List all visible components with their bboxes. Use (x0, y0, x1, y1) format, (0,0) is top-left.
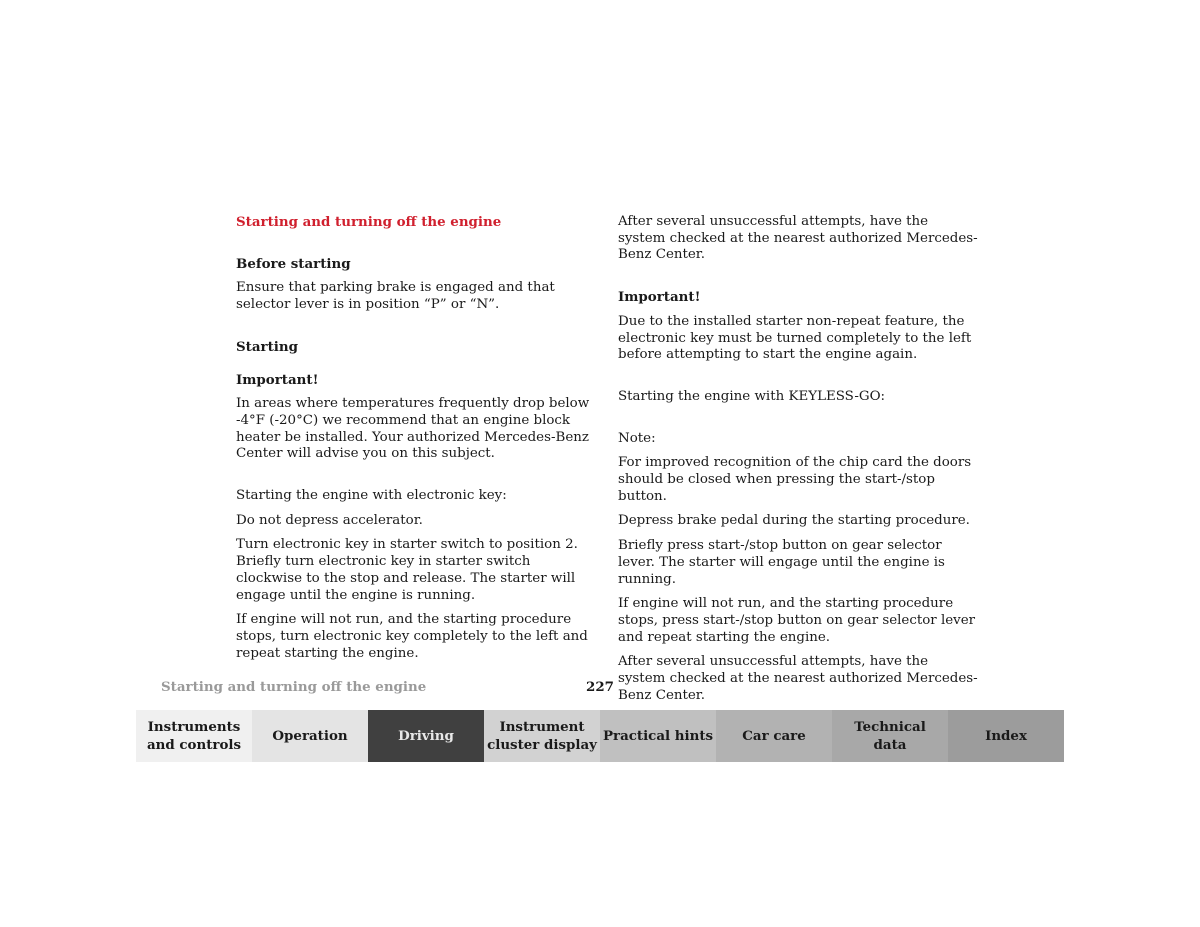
note-label: Note: (618, 430, 656, 446)
attempts-text-2: After several unsuccessful attempts, have the system checked at the nearest authorized Mercedes-Benz Center. (618, 654, 978, 703)
brake-text: Depress brake pedal during the starting procedure. (618, 513, 970, 529)
section-title: Starting and turning off the engine (236, 214, 502, 230)
tab-operation[interactable]: Operation (252, 710, 368, 762)
non-repeat-text: Due to the installed starter non-repeat feature, the electronic key must be turned completely to the left before attempting to start the engine again. (618, 313, 972, 363)
page-number: 227 (586, 679, 614, 695)
chip-card-text: For improved recognition of the chip card the doors should be closed when pressing the start-/stop button. (618, 455, 972, 504)
starting-heading: Starting (236, 338, 298, 355)
before-starting-text: Ensure that parking brake is engaged and that selector lever is in position “P” or “N”. (236, 280, 555, 313)
chapter-nav (136, 710, 1064, 762)
important-heading: Important! (236, 371, 319, 388)
tab-practical-hints[interactable]: Practical hints (600, 710, 716, 762)
right-column (618, 214, 978, 712)
attempts-text-1: After several unsuccessful attempts, have the system checked at the nearest authorized Mercedes-Benz Center. (618, 214, 978, 263)
tab-car-care[interactable]: Car care (716, 710, 832, 762)
footer-section-title: Starting and turning off the engine (161, 679, 427, 695)
tab-instrument-cluster-display[interactable]: Instrument cluster display (484, 710, 600, 762)
important-text: In areas where temperatures frequently drop below -4°F (-20°C) we recommend that an engine block heater be installed. Your authorized Mercedes-Benz Center will advise you on this subject. (236, 396, 590, 462)
keyless-intro: Starting the engine with KEYLESS-GO: (618, 388, 886, 404)
no-accelerator-text: Do not depress accelerator. (236, 512, 423, 528)
press-button-text: Briefly press start-/stop button on gear selector lever. The starter will engage until the engine is running. (618, 538, 945, 587)
tab-instruments-and-controls[interactable]: Instruments and controls (136, 710, 252, 762)
if-not-run-text-right: If engine will not run, and the starting procedure stops, press start-/stop button on gear selector lever and repeat starting the engine. (618, 596, 976, 645)
tab-technical-data[interactable]: Technical data (832, 710, 948, 762)
before-starting-heading: Before starting (236, 255, 351, 272)
electronic-key-intro: Starting the engine with electronic key: (236, 488, 507, 504)
important-heading-right: Important! (618, 289, 701, 306)
left-column (236, 214, 596, 670)
turn-key-text: Turn electronic key in starter switch to position 2. Briefly turn electronic key in starter switch clockwise to the stop and release. The starter will engage until the engine is running. (236, 537, 578, 603)
tab-index[interactable]: Index (948, 710, 1064, 762)
if-not-run-text: If engine will not run, and the starting procedure stops, turn electronic key completely to the left and repeat starting the engine. (236, 612, 588, 661)
tab-driving[interactable]: Driving (368, 710, 484, 762)
